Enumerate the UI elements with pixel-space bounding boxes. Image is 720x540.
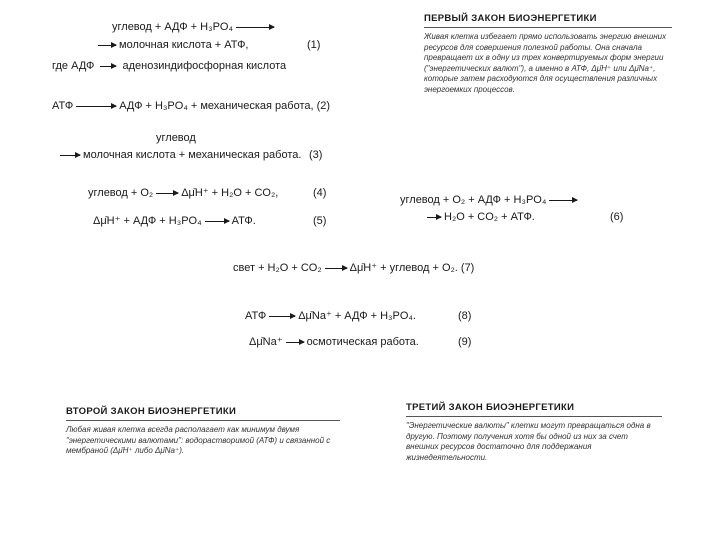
divider [66,420,340,421]
eq7-number: (7) [460,262,475,274]
arrow-icon [286,342,304,343]
second-law-panel [66,406,340,455]
eq5-right: АТФ. [231,215,256,227]
eq1-line1 [112,21,277,34]
first-law-text: Живая клетка избегает прямо использовать энергию внешних ресурсов для совершения полезной работы. Она сначала превращает их в одну из трех конвертируемых форм энергии ("энергетических валют"), а именно в АТФ, Δμ̄H⁺ или Δμ̄Na⁺, которые затем расходуются для осуществления различных энергоемких процессов. [424,32,667,94]
eq2-right: АДФ + H₃PO₄ + механическая работа, [119,100,314,112]
third-law-text: "Энергетические валюты" клетки могут превращаться одна в другую. Поэтому получения хотя бы одной из них за счет внешних ресурсов достаточно для поддержания жизнедеятельности. [406,421,651,462]
arrow-icon [100,66,116,67]
arrow-icon [205,221,229,222]
arrow-icon [156,193,178,194]
arrow-icon [549,200,577,201]
eq1-line2 [95,39,249,52]
eq8 [245,310,416,323]
eq9 [249,336,419,349]
adf-definition [52,60,286,73]
eq4 [88,187,278,200]
second-law-title: ВТОРОЙ ЗАКОН БИОЭНЕРГЕТИКИ [66,406,237,417]
first-law-title: ПЕРВЫЙ ЗАКОН БИОЭНЕРГЕТИКИ [424,13,597,24]
arrow-icon [427,217,441,218]
arrow-icon [325,268,347,269]
eq2-left: АТФ [52,100,74,112]
eq6-number: (6) [610,211,624,223]
third-law-title: ТРЕТИЙ ЗАКОН БИОЭНЕРГЕТИКИ [406,402,575,413]
eq1-products: молочная кислота + АТФ, [119,39,249,51]
eq4-left: углевод + O₂ [88,187,154,199]
arrow-icon [60,155,80,156]
eq9-right: осмотическая работа. [306,336,419,348]
arrow-icon [236,27,274,28]
second-law-text: Любая живая клетка всегда располагает как минимум двумя "энергетическими валютами": водорастворимой (АТФ) и связанной с мембраной (Δμ̄H⁺ либо Δμ̄Na⁺). [66,425,331,455]
eq6-line1 [400,194,580,207]
eq2-number: (2) [316,100,331,112]
eq9-number: (9) [458,336,472,348]
adf-label: где АДФ [52,60,95,72]
eq6-products: H₂O + CO₂ + АТФ. [444,211,535,223]
eq6-reactants: углевод + O₂ + АДФ + H₃PO₄ [400,194,547,206]
eq3-products: молочная кислота + механическая работа. [83,149,302,161]
eq1-reactants: углевод + АДФ + H₃PO₄ [112,21,233,33]
eq5-left: Δμ̄H⁺ + АДФ + H₃PO₄ [93,215,202,227]
eq1-number: (1) [307,39,321,51]
eq9-left: Δμ̄Na⁺ [249,336,283,348]
eq4-right: Δμ̄H⁺ + H₂O + CO₂, [181,187,279,199]
eq7-left: свет + H₂O + CO₂ [233,262,322,274]
arrow-icon [98,45,116,46]
third-law-panel [406,402,662,462]
eq6-line2 [424,211,535,224]
divider [406,416,662,417]
divider [424,27,672,28]
eq7 [233,262,474,275]
eq8-left: АТФ [245,310,267,322]
eq5-number: (5) [313,215,327,227]
first-law-panel [424,13,672,94]
eq8-number: (8) [458,310,472,322]
eq2 [52,100,330,113]
arrow-icon [76,106,116,107]
eq7-right: Δμ̄H⁺ + углевод + O₂. [349,262,458,274]
eq4-number: (4) [313,187,327,199]
eq5 [93,215,256,228]
eq8-right: Δμ̄Na⁺ + АДФ + H₃PO₄. [298,310,416,322]
eq3-number: (3) [309,149,323,161]
adf-meaning: аденозиндифосфорная кислота [122,60,287,72]
eq3-line1: углевод [156,132,196,144]
arrow-icon [269,316,295,317]
eq3-line2 [57,149,301,162]
